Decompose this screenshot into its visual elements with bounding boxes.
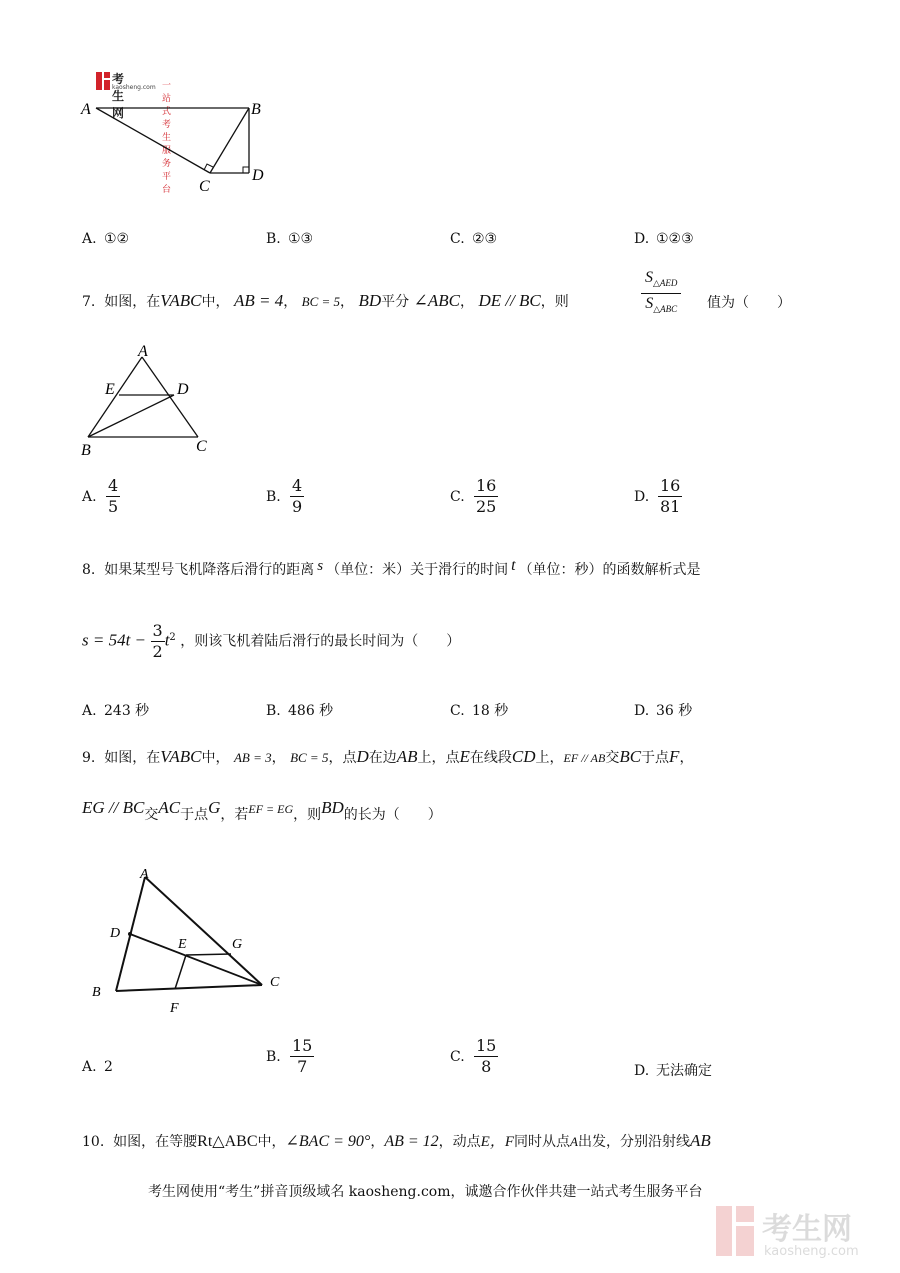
fig6-label-b: B bbox=[251, 101, 261, 118]
watermark-brand: 考生网 bbox=[762, 1212, 852, 1247]
logo-brand: 考生网 bbox=[112, 72, 125, 120]
logo-slogan: 一站式考生服务平台 bbox=[162, 81, 172, 195]
q6-option-a[interactable]: A. ①② bbox=[82, 231, 130, 247]
q8-option-d[interactable]: D. 36 秒 bbox=[634, 703, 693, 719]
q9-option-a[interactable]: A. 2 bbox=[82, 1059, 113, 1075]
q9-option-b[interactable]: B. $\frac{15}{7}$ bbox=[266, 1036, 313, 1076]
fig9-label-g: G bbox=[232, 937, 243, 952]
watermark-domain: kaosheng.com bbox=[764, 1244, 859, 1259]
fig7-label-a: A bbox=[138, 343, 148, 360]
q7-ratio-fraction: $\frac{S_{\triangle AED}}{S_{\triangle ABC}}$ bbox=[641, 268, 681, 319]
figure-q6 bbox=[78, 96, 278, 200]
q8-stem: 8. 如果某型号飞机降落后滑行的距离 s （单位：米）关于滑行的时间 t （单位：秒）的函数解析式是 bbox=[82, 557, 701, 578]
fig7-label-e: E bbox=[105, 381, 115, 398]
fig9-label-d: D bbox=[110, 926, 121, 941]
logo-mark-icon bbox=[96, 72, 110, 90]
q9-option-d[interactable]: D. 无法确定 bbox=[634, 1063, 712, 1079]
watermark-logo bbox=[716, 1204, 886, 1260]
q7-stem-end: 值为（ ） bbox=[707, 295, 791, 311]
q10-stem: 10. 如图，在等腰Rt△ABC中，∠BAC = 90°，AB = 12，动点E，F同时从点A出发，分别沿射线AB bbox=[82, 1131, 711, 1150]
fig7-label-c: C bbox=[196, 438, 207, 455]
fig9-label-b: B bbox=[92, 985, 101, 1000]
fig9-label-f: F bbox=[170, 1001, 179, 1016]
watermark-mark-icon bbox=[716, 1206, 754, 1256]
q8-option-c[interactable]: C. 18 秒 bbox=[450, 703, 509, 719]
q8-formula: s = 54t − $\frac{3}{2}$ $t^2$ ，则该飞机着陆后滑行的最长时间为（ ） bbox=[82, 621, 461, 661]
logo-domain: kaosheng.com bbox=[112, 84, 156, 91]
fig9-label-e: E bbox=[178, 937, 187, 952]
fig7-label-b: B bbox=[81, 442, 91, 459]
q6-option-c[interactable]: C. ②③ bbox=[450, 231, 498, 247]
q9-stem-line2: EG // BC交AC于点G，若EF = EG，则BD的长为（ ） bbox=[82, 798, 442, 823]
fig6-label-a: A bbox=[81, 101, 91, 118]
fig6-label-d: D bbox=[252, 167, 264, 184]
q7-option-a[interactable]: A. $\frac{4}{5}$ bbox=[82, 476, 119, 516]
figure-q9 bbox=[88, 862, 298, 1022]
q7-option-c[interactable]: C. $\frac{16}{25}$ bbox=[450, 476, 497, 516]
page-footer: 考生网使用“考生”拼音顶级域名 kaosheng.com，诚邀合作伙伴共建一站式考生服务平台 bbox=[148, 1184, 703, 1200]
q6-option-b[interactable]: B. ①③ bbox=[266, 231, 314, 247]
q8-option-b[interactable]: B. 486 秒 bbox=[266, 703, 334, 719]
fig9-label-c: C bbox=[270, 975, 280, 990]
q7-option-b[interactable]: B. $\frac{4}{9}$ bbox=[266, 476, 303, 516]
q9-stem: 9. 如图，在VABC中， AB = 3， BC = 5，点D在边AB上，点E在线段CD上，EF // AB交BC于点F， bbox=[82, 747, 694, 766]
q6-option-d[interactable]: D. ①②③ bbox=[634, 231, 694, 247]
q9-option-c[interactable]: C. $\frac{15}{8}$ bbox=[450, 1036, 497, 1076]
fig6-label-c: C bbox=[199, 178, 210, 195]
q7-stem: 7. 如图，在VABC中， AB = 4， BC = 5， BD平分 ∠ABC， DE // BC，则 bbox=[82, 291, 569, 310]
fig9-label-a: A bbox=[140, 867, 149, 882]
fig7-label-d: D bbox=[177, 381, 189, 398]
q8-option-a[interactable]: A. 243 秒 bbox=[82, 703, 150, 719]
figure-q7 bbox=[78, 342, 218, 460]
q7-option-d[interactable]: D. $\frac{16}{81}$ bbox=[634, 476, 681, 516]
